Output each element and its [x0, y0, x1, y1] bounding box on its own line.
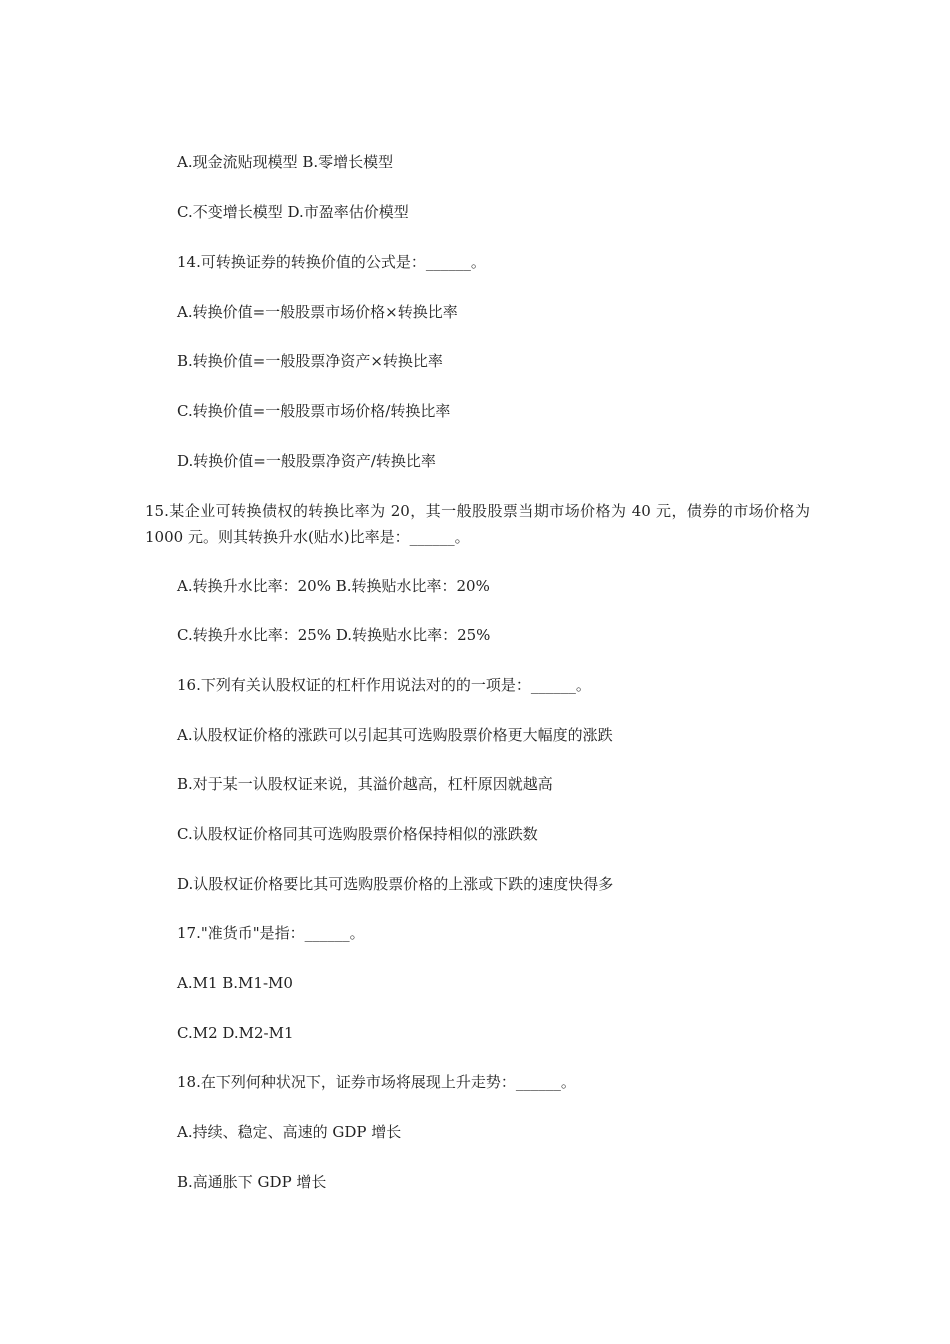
q17-options-cd: C.M2 D.M2-M1	[177, 1024, 294, 1042]
question-15: 15.某企业可转换债权的转换比率为 20，其一般股股票当期市场价格为 40 元，债券的市场价格为 1000 元。则其转换升水(贴水)比率是：______。	[145, 502, 810, 546]
q17-options-ab: A.M1 B.M1-M0	[177, 974, 293, 992]
q13-options-ab: A.现金流贴现模型 B.零增长模型	[177, 153, 394, 171]
q16-option-d: D.认股权证价格要比其可选购股票价格的上涨或下跌的速度快得多	[177, 875, 614, 893]
q18-option-b: B.高通胀下 GDP 增长	[177, 1173, 327, 1191]
q16-option-a: A.认股权证价格的涨跌可以引起其可选购股票价格更大幅度的涨跌	[177, 726, 613, 744]
q15-options-ab: A.转换升水比率：20% B.转换贴水比率：20%	[177, 577, 490, 595]
q14-option-b: B.转换价值=一般股票净资产×转换比率	[177, 352, 443, 370]
q16-option-b: B.对于某一认股权证来说，其溢价越高，杠杆原因就越高	[177, 775, 553, 793]
q16-option-c: C.认股权证价格同其可选购股票价格保持相似的涨跌数	[177, 825, 538, 843]
q15-options-cd: C.转换升水比率：25% D.转换贴水比率：25%	[177, 626, 491, 644]
q14-option-d: D.转换价值=一般股票净资产/转换比率	[177, 452, 436, 470]
q14-option-a: A.转换价值=一般股票市场价格×转换比率	[177, 303, 458, 321]
question-16: 16.下列有关认股权证的杠杆作用说法对的的一项是：______。	[177, 676, 591, 694]
question-14: 14.可转换证券的转换价值的公式是：______。	[177, 253, 486, 271]
question-18: 18.在下列何种状况下，证券市场将展现上升走势：______。	[177, 1073, 576, 1091]
q13-options-cd: C.不变增长模型 D.市盈率估价模型	[177, 203, 409, 221]
q14-option-c: C.转换价值=一般股票市场价格/转换比率	[177, 402, 451, 420]
q18-option-a: A.持续、稳定、高速的 GDP 增长	[177, 1123, 402, 1141]
question-17: 17."准货币"是指：______。	[177, 924, 365, 942]
